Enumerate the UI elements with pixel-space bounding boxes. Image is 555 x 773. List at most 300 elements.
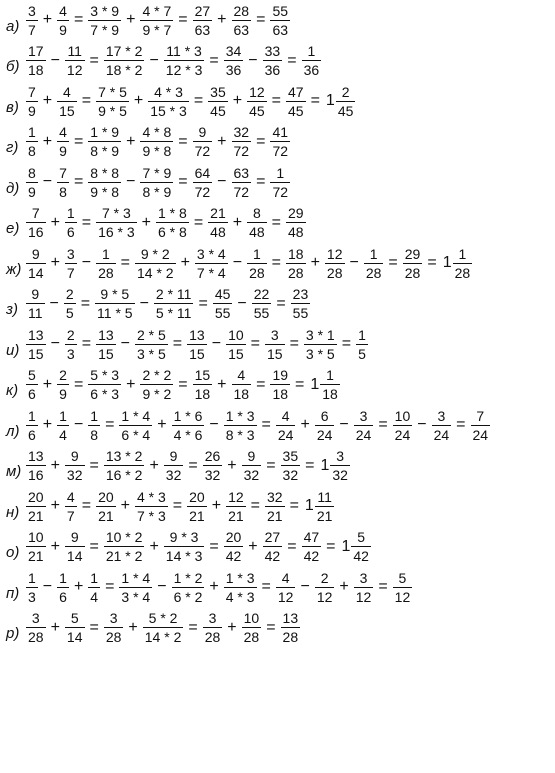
fraction-body [65, 327, 77, 362]
denominator: 55 [214, 305, 231, 321]
fraction-body [232, 124, 252, 159]
numerator: 2 * 5 [136, 326, 166, 343]
fraction-body [96, 246, 116, 281]
numerator: 1 [66, 205, 75, 221]
operator: + [50, 618, 60, 636]
row-label: о) [6, 544, 20, 561]
fraction-body [276, 408, 296, 443]
fraction-bar [96, 263, 116, 264]
fraction-bar [265, 344, 285, 345]
operator: + [50, 456, 60, 474]
fraction [56, 3, 70, 38]
numerator: 10 [228, 326, 244, 343]
numerator: 1 [90, 569, 99, 586]
fraction [241, 610, 263, 645]
equation-row [6, 243, 473, 283]
fraction-body [193, 165, 213, 200]
fraction-bar [302, 546, 322, 547]
equation-row [6, 405, 491, 445]
fraction-bar [26, 141, 38, 142]
fraction [56, 165, 70, 200]
fraction [290, 286, 312, 321]
fraction [64, 43, 86, 78]
denominator: 14 [28, 264, 44, 281]
denominator: 28 [404, 264, 421, 281]
numerator: 12 [249, 83, 265, 100]
fraction-body [88, 570, 100, 605]
fraction-bar [226, 344, 246, 345]
fraction-body [286, 84, 306, 119]
operator: = [172, 497, 183, 514]
fraction-bar [208, 101, 228, 102]
fraction-bar [119, 587, 152, 588]
fraction-body [95, 286, 135, 321]
fraction-body [224, 43, 244, 78]
fraction-bar [265, 506, 285, 507]
denominator: 24 [316, 426, 333, 443]
fraction-body [64, 286, 76, 321]
equation-row [6, 284, 311, 324]
fraction-bar [263, 546, 283, 547]
fraction-body [403, 246, 423, 281]
denominator: 15 [28, 345, 44, 362]
fraction-bar [302, 60, 322, 61]
fraction [134, 246, 177, 281]
denominator: 48 [288, 224, 304, 240]
fraction-bar [119, 425, 152, 426]
fraction [186, 327, 208, 362]
mixed-number [324, 84, 356, 119]
numerator: 4 [281, 407, 290, 424]
operator: = [276, 294, 286, 312]
fraction [301, 529, 323, 564]
fraction-bar [96, 344, 116, 345]
fraction-body [57, 3, 69, 38]
numerator: 9 [198, 124, 207, 140]
fraction-body [232, 367, 252, 402]
denominator: 48 [210, 224, 226, 240]
operator: − [300, 578, 310, 595]
numerator: 1 * 4 [121, 569, 151, 586]
operator: + [50, 497, 60, 514]
operator: − [50, 335, 60, 352]
fraction [64, 489, 78, 524]
operator: = [271, 213, 281, 231]
fraction-bar [270, 141, 290, 142]
fraction [118, 408, 153, 443]
numerator: 9 * 2 [140, 245, 170, 262]
fraction-bar [57, 20, 69, 21]
denominator: 45 [249, 102, 265, 119]
denominator: 21 [28, 507, 44, 524]
denominator: 28 [365, 264, 382, 281]
fraction-bar [104, 627, 124, 628]
denominator: 55 [253, 305, 270, 321]
operator: + [141, 213, 151, 231]
operator: = [289, 497, 299, 514]
fraction [303, 327, 338, 362]
fraction [280, 448, 302, 483]
fraction [95, 246, 117, 281]
denominator: 72 [233, 183, 250, 200]
denominator: 42 [303, 548, 320, 564]
numerator: 13 [28, 448, 44, 464]
fraction-bar [354, 587, 374, 588]
denominator: 21 * 2 [105, 548, 143, 564]
fraction [246, 246, 268, 281]
operator: + [42, 92, 53, 109]
numerator: 5 * 3 [90, 367, 120, 383]
fraction-bar [26, 182, 38, 183]
fraction [25, 165, 39, 200]
fraction-bar [57, 141, 69, 142]
fraction-body [242, 448, 262, 483]
fraction-body [164, 529, 205, 564]
fraction [25, 84, 39, 119]
fraction-bar [432, 425, 452, 426]
fraction [25, 327, 47, 362]
fraction-body [193, 124, 213, 159]
fraction-bar [281, 465, 301, 466]
fraction-bar [213, 303, 233, 304]
fraction [355, 327, 369, 362]
denominator: 7 * 3 [136, 507, 166, 524]
fraction-body [232, 3, 252, 38]
fraction-body [26, 43, 46, 78]
numerator: 20 [189, 488, 205, 505]
fraction-body [325, 246, 345, 281]
row-label: д) [6, 179, 20, 197]
fraction-body [96, 489, 116, 524]
fraction-bar [351, 546, 371, 547]
fraction [223, 570, 258, 605]
denominator: 63 [233, 21, 250, 38]
fraction-bar [135, 506, 168, 507]
operator: = [271, 92, 281, 109]
numerator: 2 [320, 569, 329, 586]
fraction-body [88, 124, 121, 159]
operator: − [157, 578, 167, 595]
fraction-body [26, 246, 46, 281]
denominator: 48 [249, 224, 265, 240]
row-label: е) [6, 220, 20, 237]
operator: = [120, 254, 130, 271]
fraction [392, 408, 414, 443]
operator: = [193, 213, 204, 231]
fraction-bar [393, 425, 413, 426]
operator: − [237, 294, 247, 312]
numerator: 2 [341, 83, 350, 100]
fraction-bar [140, 20, 173, 21]
fraction-bar [270, 384, 290, 385]
fraction [269, 3, 291, 38]
operator: + [126, 132, 136, 150]
fraction-body [315, 408, 335, 443]
fraction-bar [88, 20, 121, 21]
denominator: 9 [59, 21, 67, 38]
fraction-bar [208, 222, 228, 223]
denominator: 45 [337, 102, 354, 119]
fraction-body [320, 367, 340, 402]
fraction [223, 408, 258, 443]
denominator: 21 [316, 507, 333, 524]
denominator: 16 [28, 467, 44, 483]
operator: − [217, 173, 227, 190]
fraction-bar [315, 506, 335, 507]
operator: = [256, 375, 266, 393]
mixed-number [339, 529, 371, 564]
denominator: 6 [28, 426, 36, 443]
denominator: 16 [28, 224, 44, 240]
fraction-body [119, 408, 152, 443]
denominator: 9 [59, 143, 67, 159]
operator: = [89, 537, 99, 555]
fraction [25, 570, 39, 605]
operator: + [50, 537, 60, 555]
operator: + [120, 497, 130, 514]
operator: + [73, 578, 84, 595]
fraction [301, 43, 323, 78]
operator: = [427, 254, 437, 271]
numerator: 1 * 3 [225, 407, 255, 424]
fraction-bar [393, 587, 413, 588]
fraction [280, 610, 302, 645]
denominator: 4 * 6 [173, 426, 203, 443]
operator: + [149, 537, 159, 555]
denominator: 15 [266, 345, 283, 362]
fraction [87, 367, 122, 402]
fraction-bar [172, 425, 205, 426]
denominator: 16 * 3 [98, 224, 135, 240]
operator: = [73, 132, 84, 150]
denominator: 8 * 9 [90, 143, 120, 159]
fraction [95, 84, 130, 119]
fraction-bar [26, 627, 46, 628]
equation-row [6, 203, 307, 243]
fraction-bar [96, 506, 116, 507]
denominator: 11 [28, 305, 43, 321]
row-label: б) [6, 58, 20, 75]
denominator: 24 [355, 426, 372, 443]
numerator: 13 [189, 326, 205, 343]
denominator: 12 [394, 588, 411, 605]
fraction-body [65, 205, 77, 240]
fraction-body [270, 367, 290, 402]
row-label: и) [6, 341, 20, 359]
fraction [25, 286, 46, 321]
fraction [353, 570, 375, 605]
whole-part: 1 [310, 375, 320, 393]
denominator: 18 [272, 386, 289, 402]
operator: = [198, 294, 208, 312]
fraction-bar [104, 465, 145, 466]
fraction [56, 367, 70, 402]
numerator: 9 [247, 448, 256, 464]
denominator: 18 [194, 386, 211, 402]
fraction [262, 43, 284, 78]
operator: − [339, 416, 349, 433]
fraction-body [193, 367, 213, 402]
fraction [470, 408, 492, 443]
denominator: 7 [66, 507, 75, 524]
denominator: 3 * 4 [121, 588, 151, 605]
whole-part: 1 [325, 92, 335, 109]
fraction-bar [270, 182, 290, 183]
numerator: 7 [59, 164, 67, 181]
numerator: 13 [282, 610, 299, 626]
fraction-bar [193, 182, 213, 183]
fraction [87, 408, 101, 443]
operator: + [217, 132, 227, 150]
numerator: 7 * 9 [142, 164, 172, 181]
fraction-body [96, 205, 137, 240]
operator: − [417, 416, 427, 433]
fraction-bar [26, 506, 46, 507]
mixed-number [308, 367, 340, 402]
row-label: н) [6, 503, 20, 521]
fraction [63, 286, 77, 321]
fraction-bar [242, 465, 262, 466]
fraction-bar [226, 506, 246, 507]
fraction-body [226, 489, 246, 524]
numerator: 10 [394, 407, 411, 424]
fraction [251, 286, 273, 321]
operator: = [256, 173, 266, 190]
denominator: 28 [288, 264, 304, 281]
fraction-body [315, 489, 335, 524]
fraction-body [88, 367, 121, 402]
operator: = [261, 578, 271, 595]
numerator: 29 [404, 245, 421, 262]
denominator: 6 [66, 224, 75, 240]
fraction-body [104, 610, 124, 645]
fraction [262, 529, 284, 564]
fraction-body [135, 327, 168, 362]
numerator: 15 [194, 367, 211, 383]
row-label: р) [6, 625, 20, 642]
fraction-body [156, 205, 189, 240]
numerator: 4 [281, 569, 290, 586]
fraction [25, 205, 47, 240]
fraction-bar [247, 222, 267, 223]
fraction-body [232, 165, 252, 200]
numerator: 23 [292, 286, 309, 302]
operator: + [126, 375, 136, 393]
denominator: 15 [98, 345, 114, 362]
fraction-bar [140, 141, 173, 142]
fraction-bar [96, 222, 137, 223]
denominator: 72 [194, 183, 211, 200]
mixed-number [318, 448, 350, 483]
fraction [56, 408, 70, 443]
numerator: 20 [28, 488, 44, 505]
operator: − [49, 294, 59, 312]
fraction-body [302, 43, 322, 78]
fraction [231, 3, 253, 38]
fraction-body [330, 448, 350, 483]
fraction-bar [252, 303, 272, 304]
numerator: 11 [67, 43, 82, 59]
fraction-bar [140, 182, 173, 183]
numerator: 22 [253, 286, 270, 302]
fraction-body [393, 570, 413, 605]
denominator: 9 [28, 183, 36, 200]
denominator: 28 [28, 629, 44, 645]
fraction-body [226, 327, 246, 362]
fraction-bar [65, 344, 77, 345]
denominator: 11 * 5 [97, 305, 133, 321]
fraction-bar [286, 101, 306, 102]
numerator: 1 * 6 [173, 407, 203, 424]
operator: + [42, 375, 53, 393]
numerator: 35 [282, 448, 299, 464]
fraction-body [26, 529, 46, 564]
fraction [25, 246, 47, 281]
operator: = [81, 497, 92, 514]
operator: + [42, 132, 53, 150]
denominator: 32 [165, 467, 182, 483]
fraction-bar [104, 60, 145, 61]
denominator: 32 [66, 467, 83, 483]
numerator: 8 * 8 [90, 164, 120, 181]
fraction-bar [140, 384, 173, 385]
operator: = [271, 254, 281, 271]
numerator: 2 [59, 367, 67, 383]
numerator: 3 [270, 326, 279, 343]
numerator: 3 [109, 610, 118, 626]
numerator: 3 [336, 448, 345, 464]
fraction-bar [336, 101, 356, 102]
numerator: 17 [28, 43, 44, 59]
fraction [223, 529, 245, 564]
operator: = [250, 335, 260, 352]
fraction [231, 367, 253, 402]
fraction [202, 448, 224, 483]
fraction-body [104, 529, 145, 564]
row-label: к) [6, 382, 19, 399]
denominator: 14 [66, 548, 83, 564]
fraction [25, 408, 39, 443]
denominator: 28 [105, 629, 122, 645]
fraction [64, 448, 86, 483]
fraction-body [356, 327, 368, 362]
fraction [269, 367, 291, 402]
denominator: 15 [59, 102, 75, 119]
fraction [87, 3, 122, 38]
fraction-body [104, 448, 145, 483]
fraction-bar [203, 627, 223, 628]
fraction [285, 84, 307, 119]
numerator: 1 [369, 245, 378, 262]
fraction [103, 43, 146, 78]
fraction [25, 124, 39, 159]
numerator: 1 [101, 245, 110, 262]
fraction-body [242, 610, 262, 645]
fraction-body [172, 570, 205, 605]
fraction-bar [164, 465, 184, 466]
fraction [25, 529, 47, 564]
fraction-bar [65, 546, 85, 547]
denominator: 14 * 3 [165, 548, 203, 564]
fraction-bar [65, 627, 85, 628]
fraction-body [26, 84, 38, 119]
fraction-bar [26, 303, 45, 304]
fraction-bar [232, 141, 252, 142]
denominator: 8 * 9 [142, 183, 172, 200]
denominator: 5 [358, 345, 366, 362]
denominator: 14 * 2 [136, 264, 174, 281]
denominator: 36 [303, 62, 320, 78]
